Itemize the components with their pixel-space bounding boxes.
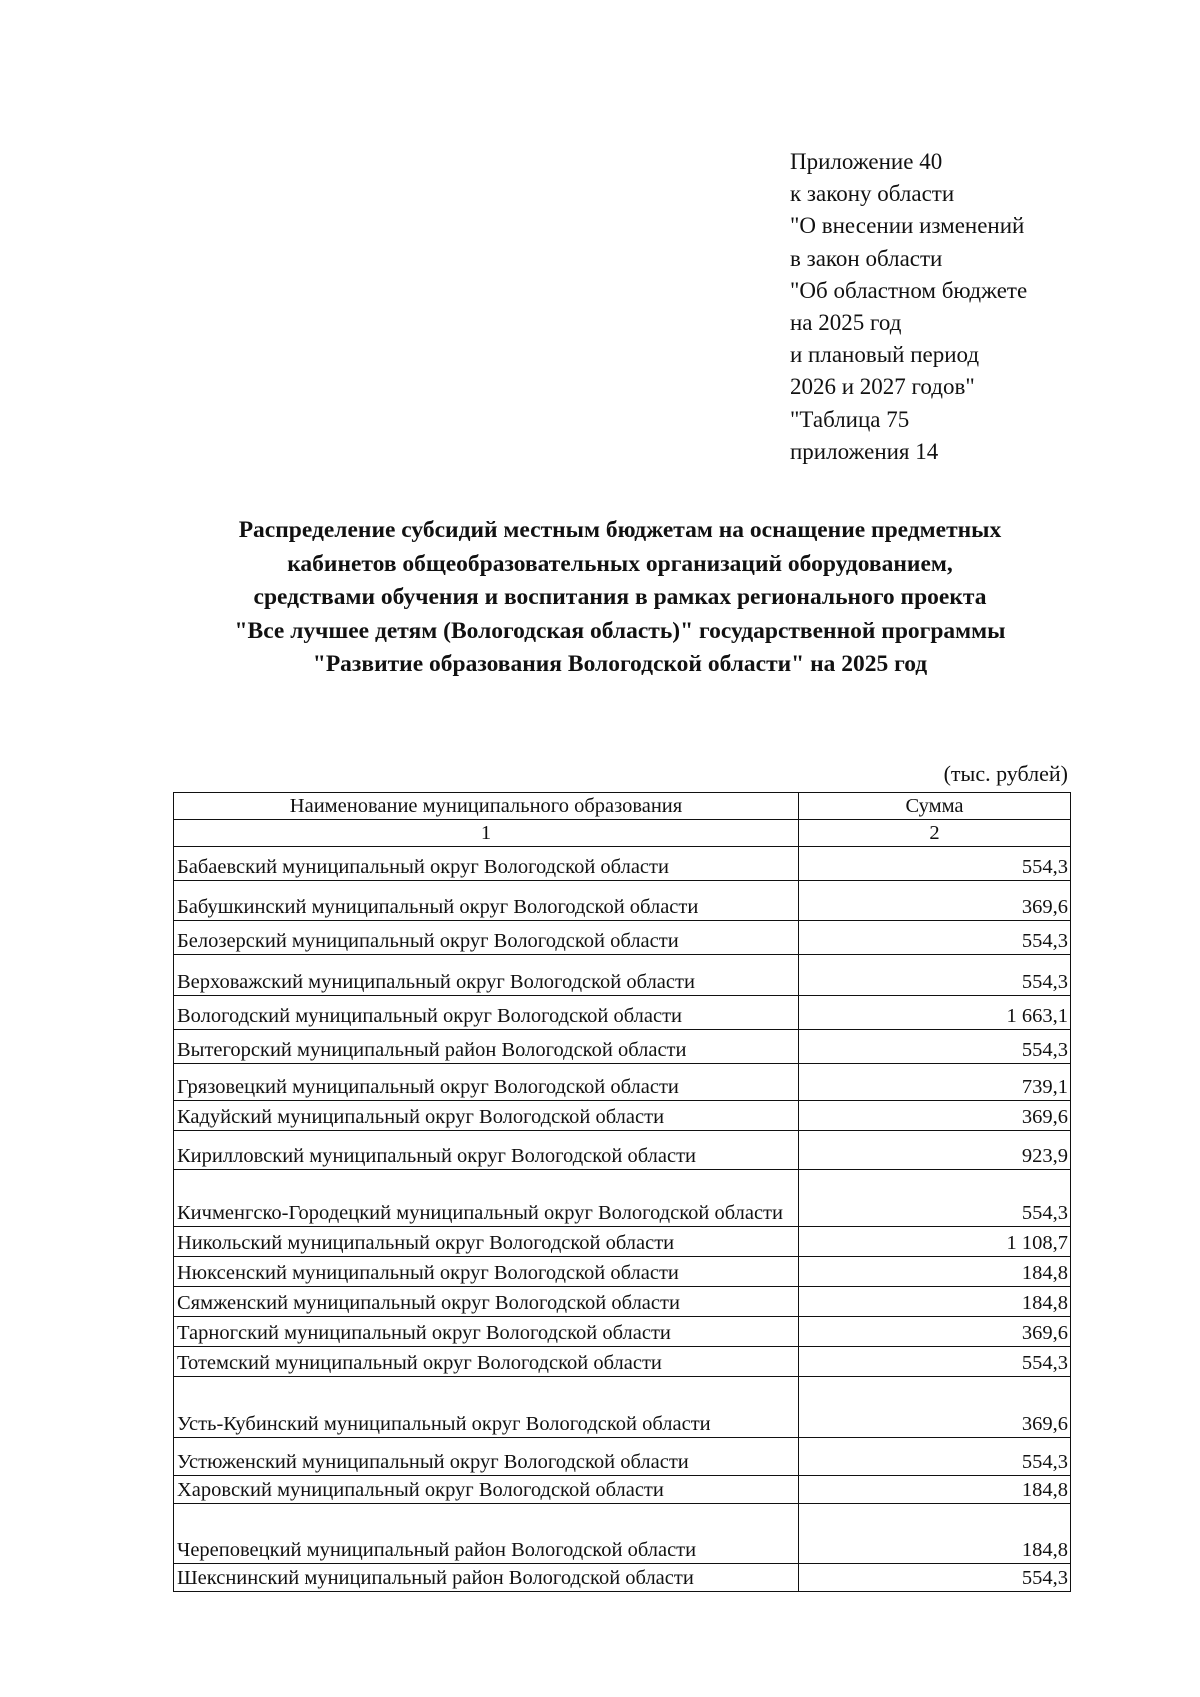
- subsidy-sum: 1 108,7: [799, 1227, 1071, 1257]
- appendix-line: "Об областном бюджете: [790, 277, 1028, 303]
- municipality-name: Череповецкий муниципальный район Вологодской области: [174, 1504, 799, 1564]
- appendix-line: и плановый период: [790, 342, 980, 368]
- municipality-name: Усть-Кубинский муниципальный округ Вологодской области: [174, 1377, 799, 1438]
- appendix-line: "Таблица 75: [790, 406, 910, 432]
- appendix-line: в закон области: [790, 245, 943, 271]
- subsidy-sum: 184,8: [799, 1504, 1071, 1564]
- municipality-name: Устюженский муниципальный округ Вологодской области: [174, 1438, 799, 1476]
- subsidy-sum: 554,3: [799, 921, 1071, 955]
- subsidy-sum: 554,3: [799, 1170, 1071, 1227]
- subsidy-sum: 184,8: [799, 1476, 1071, 1504]
- table-row: [174, 1170, 1071, 1227]
- municipality-name: Тотемский муниципальный округ Вологодской области: [174, 1347, 799, 1377]
- table-row: [174, 1101, 1071, 1131]
- table-row: [174, 1064, 1071, 1101]
- table-row: [174, 1476, 1071, 1504]
- table-row: [174, 1131, 1071, 1170]
- subsidy-sum: 554,3: [799, 1030, 1071, 1064]
- subsidy-sum: 184,8: [799, 1287, 1071, 1317]
- subsidy-sum: 923,9: [799, 1131, 1071, 1170]
- title-line: кабинетов общеобразовательных организаций оборудованием,: [287, 550, 953, 577]
- subsidy-sum: 369,6: [799, 1377, 1071, 1438]
- table-row: [174, 1564, 1071, 1592]
- table-row: [174, 1227, 1071, 1257]
- municipality-name: Бабаевский муниципальный округ Вологодской области: [174, 847, 799, 881]
- appendix-line: на 2025 год: [790, 310, 902, 336]
- subsidy-sum: 554,3: [799, 955, 1071, 996]
- subsidy-sum: 554,3: [799, 1438, 1071, 1476]
- title-line: "Развитие образования Вологодской области" на 2025 год: [312, 651, 928, 677]
- appendix-line: Приложение 40: [790, 149, 943, 174]
- municipality-name: Кичменгско-Городецкий муниципальный округ Вологодской области: [174, 1170, 799, 1227]
- subsidy-sum: 554,3: [799, 1347, 1071, 1377]
- table-row: [174, 1438, 1071, 1476]
- municipality-name: Никольский муниципальный округ Вологодской области: [174, 1227, 799, 1257]
- subsidy-sum: 554,3: [799, 1564, 1071, 1592]
- subsidy-sum: 369,6: [799, 881, 1071, 921]
- table-header-row: [174, 793, 1071, 820]
- municipality-name: Вологодский муниципальный округ Вологодской области: [174, 996, 799, 1030]
- appendix-line: "О внесении изменений: [790, 213, 1025, 239]
- table-row: [174, 955, 1071, 996]
- municipality-name: Грязовецкий муниципальный округ Вологодской области: [174, 1064, 799, 1101]
- table-row: [174, 1377, 1071, 1438]
- table-row: [174, 847, 1071, 881]
- table-row: [174, 1317, 1071, 1347]
- document-title: [100, 514, 1140, 682]
- subsidy-table: [173, 792, 1071, 1592]
- appendix-line: к закону области: [790, 181, 955, 207]
- table-row: [174, 1030, 1071, 1064]
- table-row: [174, 1257, 1071, 1287]
- municipality-name: Тарногский муниципальный округ Вологодской области: [174, 1317, 799, 1347]
- municipality-name: Нюксенский муниципальный округ Вологодской области: [174, 1257, 799, 1287]
- municipality-name: Кирилловский муниципальный округ Вологодской области: [174, 1131, 799, 1170]
- subsidy-sum: 369,6: [799, 1101, 1071, 1131]
- municipality-name: Белозерский муниципальный округ Вологодской области: [174, 921, 799, 955]
- subsidy-sum: 1 663,1: [799, 996, 1071, 1030]
- table-row: [174, 881, 1071, 921]
- table-row: [174, 1347, 1071, 1377]
- table-row: [174, 921, 1071, 955]
- municipality-name: Бабушкинский муниципальный округ Вологодской области: [174, 881, 799, 921]
- header-municipality: Наименование муниципального образования: [174, 793, 799, 820]
- units-label: (тыс. рублей): [943, 761, 1068, 786]
- title-line: Распределение субсидий местным бюджетам на оснащение предметных: [238, 517, 1002, 543]
- appendix-line: приложения 14: [790, 438, 939, 464]
- appendix-reference: [790, 146, 1027, 468]
- table-row: [174, 996, 1071, 1030]
- appendix-line: 2026 и 2027 годов": [790, 374, 975, 400]
- table-row: [174, 1287, 1071, 1317]
- subsidy-sum: 184,8: [799, 1257, 1071, 1287]
- municipality-name: Кадуйский муниципальный округ Вологодской области: [174, 1101, 799, 1131]
- title-line: "Все лучшее детям (Вологодская область)" государственной программы: [234, 617, 1006, 644]
- subsidy-sum: 369,6: [799, 1317, 1071, 1347]
- municipality-name: Шекснинский муниципальный район Вологодской области: [174, 1564, 799, 1592]
- header-sum: Сумма: [799, 793, 1071, 820]
- municipality-name: Харовский муниципальный округ Вологодской области: [174, 1476, 799, 1504]
- municipality-name: Вытегорский муниципальный район Вологодской области: [174, 1030, 799, 1064]
- subsidy-sum: 739,1: [799, 1064, 1071, 1101]
- municipality-name: Сямженский муниципальный округ Вологодской области: [174, 1287, 799, 1317]
- municipality-name: Верховажский муниципальный округ Вологодской области: [174, 955, 799, 996]
- table-column-number-row: [174, 820, 1071, 847]
- table-row: [174, 1504, 1071, 1564]
- column-number: 2: [799, 820, 1071, 847]
- title-line: средствами обучения и воспитания в рамках регионального проекта: [253, 584, 987, 610]
- column-number: 1: [174, 820, 799, 847]
- subsidy-sum: 554,3: [799, 847, 1071, 881]
